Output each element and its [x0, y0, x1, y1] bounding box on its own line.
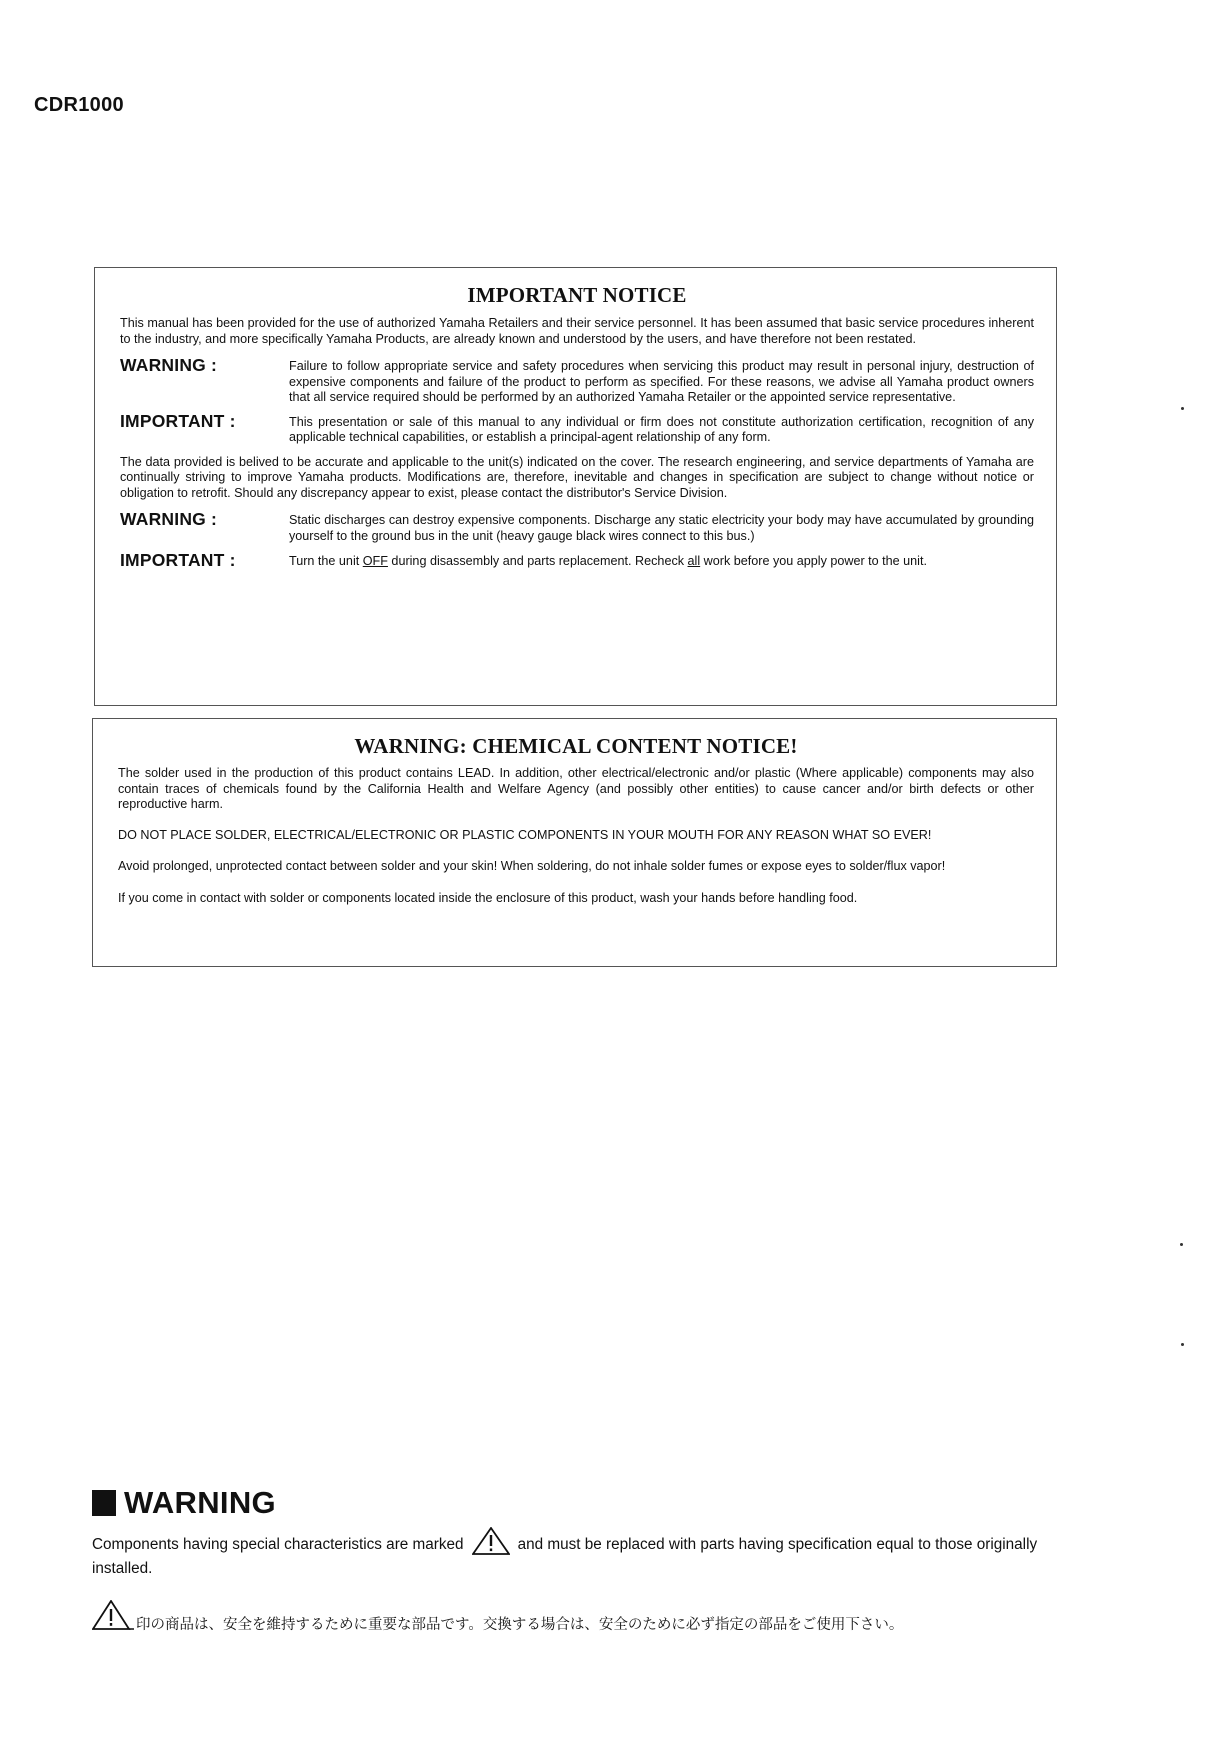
warning-label: WARNING : — [120, 355, 218, 375]
warning-text: Failure to follow appropriate service and safety procedures when servicing this product may result in personal injury, destruction of expensive components and failure of the product to perform as specified. For these reasons, we advise all Yamaha product owners that all service required should be performed by an authorized Yamaha Retailer or the appointed service representative. — [289, 359, 1034, 404]
important-notice-box — [94, 267, 1057, 706]
important-label: IMPORTANT : — [120, 410, 236, 431]
chemical-paragraph: If you come in contact with solder or components located inside the enclosure of this product, wash your hands before handling food. — [118, 890, 858, 905]
text-segment: and must be replaced with parts having specification equal to those originally installed. — [92, 1536, 1038, 1577]
model-number: CDR1000 — [34, 94, 124, 116]
important-text: This presentation or sale of this manual to any individual or firm does not constitute authorization certification, recognition of any applicable technical capabilities, or establish a principal-agent relationship of any form. — [289, 414, 1034, 444]
underlined-off: OFF — [362, 554, 388, 568]
scan-speck — [1180, 1243, 1183, 1246]
text-segment: work before you apply power to the unit. — [700, 554, 927, 568]
chemical-paragraph: DO NOT PLACE SOLDER, ELECTRICAL/ELECTRONIC OR PLASTIC COMPONENTS IN YOUR MOUTH FOR ANY REASON WHAT SO EVER! — [118, 827, 932, 842]
japanese-warning — [92, 1600, 1072, 1634]
warning-heading-text: WARNING — [124, 1485, 276, 1520]
warning-label: WARNING : — [120, 509, 218, 529]
warning-description — [92, 1527, 1072, 1578]
chemical-notice-box — [92, 718, 1057, 967]
text-segment: during disassembly and parts replacement. Recheck — [387, 554, 688, 568]
underlined-all: all — [687, 554, 701, 568]
warning-text: Static discharges can destroy expensive components. Discharge any static electricity your body may have accumulated by grounding yourself to the ground bus in the unit (heavy gauge black wires connect to this bus.) — [289, 513, 1034, 543]
important-label: IMPORTANT : — [120, 550, 236, 570]
important-notice-title: IMPORTANT NOTICE — [467, 283, 687, 307]
chemical-notice-title: WARNING: CHEMICAL CONTENT NOTICE! — [354, 734, 798, 758]
scan-speck — [1181, 1343, 1184, 1346]
chemical-paragraph: The solder used in the production of this product contains LEAD. In addition, other electrical/electronic and/or plastic (Where applicable) components may also contain traces of chemicals found by the California Health and Welfare Agency (and possibly other entities) to cause cancer and/or birth defects or other reproductive harm. — [118, 766, 1034, 811]
scan-speck — [1181, 407, 1184, 410]
important-text — [289, 551, 1034, 570]
parts-warning-section — [92, 1485, 1072, 1634]
warning-triangle-icon — [472, 1527, 510, 1560]
text-segment: Components having special characteristics are marked — [92, 1536, 464, 1553]
warning-item-static — [120, 510, 1034, 544]
chemical-paragraph: Avoid prolonged, unprotected contact between solder and your skin! When soldering, do not inhale solder fumes or expose eyes to solder/flux vapor! — [118, 859, 946, 873]
japanese-warning-text: 印の商品は、安全を維持するために重要な部品です。交換する場合は、安全のために必ず指定の部品をご使用下さい。 — [136, 1617, 904, 1633]
important-item-sale — [120, 412, 1034, 446]
important-item-power — [120, 551, 1034, 570]
warning-triangle-icon — [92, 1600, 134, 1634]
warning-heading — [92, 1485, 1072, 1521]
text-segment: Turn the unit — [289, 554, 363, 568]
black-square-icon — [92, 1490, 116, 1516]
data-accuracy-paragraph: The data provided is belived to be accurate and applicable to the unit(s) indicated on the cover. The research engineering, and service departments of Yamaha are continually striving to improve Yamaha products. Modifications are, therefore, inevitable and changes in specification are subject to change without notice or obligation to retrofit. Should any discrepancy appear to exist, please contact the distributor's Service Division. — [120, 454, 1034, 500]
intro-paragraph: This manual has been provided for the use of authorized Yamaha Retailers and their service personnel. It has been assumed that basic service procedures inherent to the industry, and more specifically Yamaha Products, are already known and understood by the users, and have therefore not been restated. — [120, 316, 1034, 346]
warning-item-service — [120, 356, 1034, 406]
